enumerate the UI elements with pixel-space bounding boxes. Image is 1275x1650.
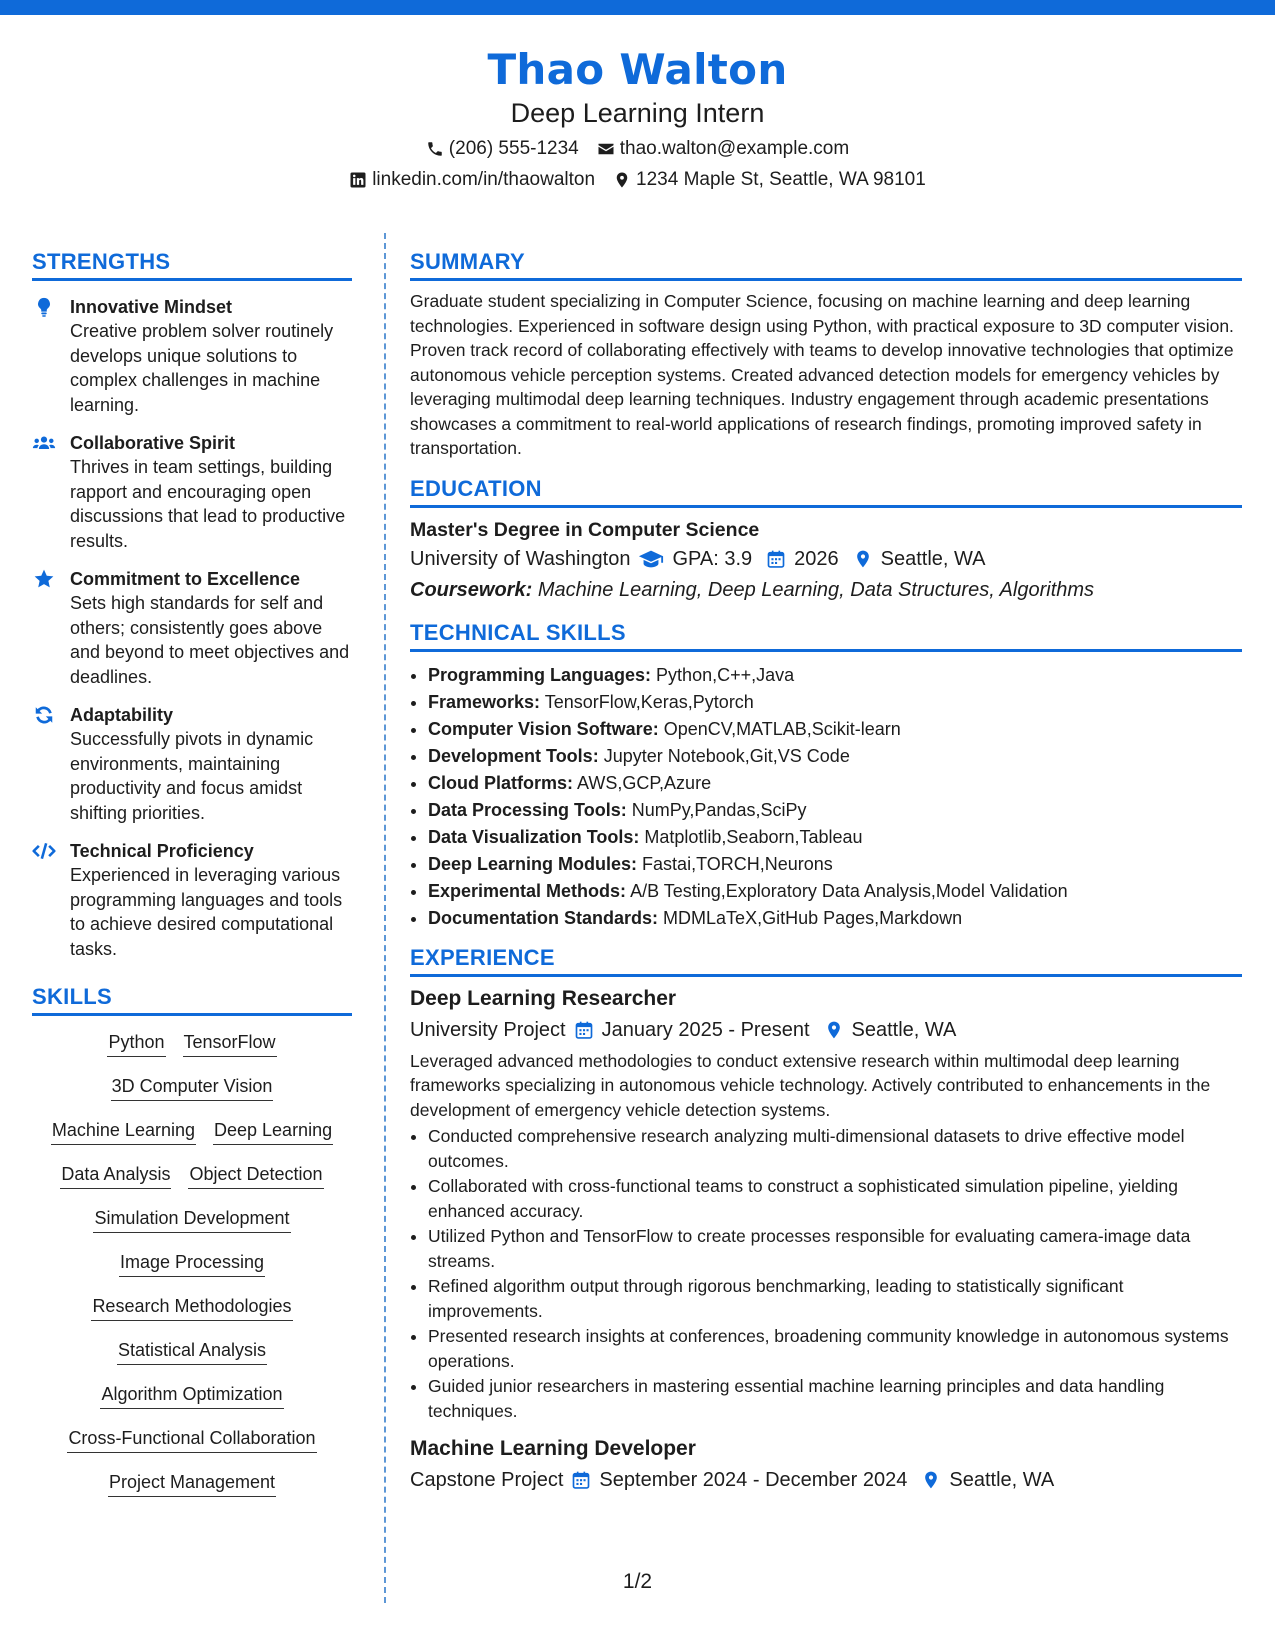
gpa-text: GPA: 3.9 <box>672 547 753 570</box>
skill-tag: Image Processing <box>119 1250 265 1277</box>
star-icon <box>32 568 56 590</box>
tech-skill-value: AWS,GCP,Azure <box>577 772 712 793</box>
skill-tag: TensorFlow <box>183 1030 277 1057</box>
school-name: University of Washington <box>410 547 631 570</box>
phone-text: (206) 555-1234 <box>448 138 579 159</box>
list-item: • Refined algorithm output through rigorous benchmarking, leading to statistically significant improvements. <box>428 1274 1242 1323</box>
candidate-name: Thao Walton <box>487 45 788 94</box>
tech-skill-value: NumPy,Pandas,SciPy <box>631 799 807 820</box>
job-dates: January 2025 - Present <box>601 1018 810 1041</box>
skill-tag: Statistical Analysis <box>117 1338 267 1365</box>
graduation-year: 2026 <box>794 547 839 570</box>
address-contact <box>613 167 926 193</box>
job-bullets <box>410 1124 1242 1423</box>
code-icon <box>32 840 56 862</box>
skill-tag: Python <box>107 1030 165 1057</box>
calendar-icon <box>571 1470 591 1490</box>
skill-tag: Research Methodologies <box>91 1294 292 1321</box>
list-item: • Guided junior researchers in mastering essential machine learning principles and data handling techniques. <box>428 1374 1242 1423</box>
coursework-text: Machine Learning, Deep Learning, Data Structures, Algorithms <box>537 578 1095 601</box>
job-location: Seattle, WA <box>949 1469 1055 1491</box>
job-entry <box>410 985 1242 1424</box>
job-org: University Project <box>410 1018 566 1041</box>
strength-title: Innovative Mindset <box>70 297 233 317</box>
skills-list <box>32 1030 352 1497</box>
column-divider <box>384 233 386 1603</box>
envelope-icon <box>597 140 615 158</box>
strength-title: Adaptability <box>70 705 174 725</box>
tech-skill-value: Jupyter Notebook,Git,VS Code <box>603 745 850 766</box>
job-title: Deep Learning Researcher <box>410 986 677 1010</box>
list-item <box>428 716 1242 743</box>
strength-item <box>32 703 352 825</box>
education-heading: EDUCATION <box>410 475 1242 508</box>
coursework-line <box>410 575 1242 605</box>
job-meta <box>410 1465 1242 1495</box>
candidate-title: Deep Learning Intern <box>510 98 765 128</box>
tech-skill-value: Fastai,TORCH,Neurons <box>642 853 833 874</box>
skill-tag: Deep Learning <box>213 1118 333 1145</box>
strength-desc: Successfully pivots in dynamic environments, maintaining productivity and focus amidst shifting priorities. <box>70 729 314 823</box>
tech-skill-label: Deep Learning Modules: <box>428 853 638 874</box>
tech-skill-label: Frameworks: <box>428 691 541 712</box>
tech-skill-label: Cloud Platforms: <box>428 772 574 793</box>
skills-heading: SKILLS <box>32 983 352 1016</box>
technical-skills-heading: TECHNICAL SKILLS <box>410 619 1242 652</box>
job-dates: September 2024 - December 2024 <box>599 1469 908 1491</box>
email-text[interactable]: thao.walton@example.com <box>619 138 850 159</box>
right-column <box>410 248 1242 1495</box>
linkedin-contact[interactable] <box>349 167 595 193</box>
list-item <box>428 905 1242 932</box>
strength-desc: Thrives in team settings, building rapport and encouraging open discussions that lead to productive results. <box>70 457 346 551</box>
lightbulb-icon <box>32 296 56 318</box>
calendar-icon <box>574 1020 594 1040</box>
job-location: Seattle, WA <box>851 1018 957 1041</box>
list-item <box>428 824 1242 851</box>
resume-header <box>0 44 1275 193</box>
calendar-icon <box>766 549 786 569</box>
strength-desc: Sets high standards for self and others; consistently goes above and beyond to meet objectives and deadlines. <box>70 593 350 687</box>
strength-title: Commitment to Excellence <box>70 569 301 589</box>
skill-tag: Machine Learning <box>51 1118 196 1145</box>
tech-skill-label: Programming Languages: <box>428 664 652 685</box>
tech-skill-value: OpenCV,MATLAB,Scikit-learn <box>663 718 901 739</box>
job-summary: Leveraged advanced methodologies to conduct extensive research within multimodal deep learning frameworks specializing in autonomous vehicle technology. Actively contributed to enhancements in the development of emergency vehicle detection systems. <box>410 1050 1211 1120</box>
strength-item <box>32 431 352 553</box>
map-marker-icon <box>853 549 873 569</box>
list-item: • Collaborated with cross-functional teams to construct a sophisticated simulation pipeline, yielding enhanced accuracy. <box>428 1174 1242 1223</box>
strength-desc: Creative problem solver routinely develops unique solutions to complex challenges in machine learning. <box>70 321 334 415</box>
skill-tag: Cross-Functional Collaboration <box>67 1426 316 1453</box>
tech-skill-value: Matplotlib,Seaborn,Tableau <box>644 826 863 847</box>
tech-skill-value: MDMLaTeX,GitHub Pages,Markdown <box>663 907 963 928</box>
phone-icon <box>426 140 444 158</box>
strength-title: Collaborative Spirit <box>70 433 236 453</box>
list-item: • Presented research insights at conferences, broadening community knowledge in autonomous systems operations. <box>428 1324 1242 1373</box>
tech-skill-label: Data Processing Tools: <box>428 799 627 820</box>
page-number: 1/2 <box>622 1570 653 1593</box>
list-item <box>428 770 1242 797</box>
list-item <box>428 797 1242 824</box>
tech-skill-value: Python,C++,Java <box>656 664 795 685</box>
list-item <box>428 851 1242 878</box>
graduation-cap-icon <box>638 549 664 569</box>
tech-skill-label: Experimental Methods: <box>428 880 627 901</box>
linkedin-icon <box>349 171 367 189</box>
sync-icon <box>32 704 56 726</box>
left-column <box>32 248 352 1497</box>
map-marker-icon <box>613 171 631 189</box>
education-location: Seattle, WA <box>880 547 986 570</box>
tech-skill-label: Computer Vision Software: <box>428 718 659 739</box>
phone-contact <box>426 136 579 162</box>
skill-tag: Object Detection <box>188 1162 323 1189</box>
linkedin-text[interactable]: linkedin.com/in/thaowalton <box>372 169 596 190</box>
strength-item <box>32 295 352 417</box>
list-item <box>428 878 1242 905</box>
strength-title: Technical Proficiency <box>70 841 254 861</box>
list-item <box>428 662 1242 689</box>
map-marker-icon <box>921 1470 941 1490</box>
list-item: • Utilized Python and TensorFlow to create processes responsible for evaluating camera-image data streams. <box>428 1224 1242 1273</box>
list-item <box>428 743 1242 770</box>
strengths-heading: STRENGTHS <box>32 248 352 281</box>
tech-skill-label: Documentation Standards: <box>428 907 659 928</box>
address-text: 1234 Maple St, Seattle, WA 98101 <box>636 169 926 190</box>
degree-title: Master's Degree in Computer Science <box>410 518 760 541</box>
job-meta <box>410 1015 1242 1045</box>
strength-item <box>32 567 352 689</box>
skill-tag: Algorithm Optimization <box>100 1382 283 1409</box>
top-accent-bar <box>0 0 1275 15</box>
summary-heading: SUMMARY <box>410 248 1242 281</box>
map-marker-icon <box>824 1020 844 1040</box>
job-title: Machine Learning Developer <box>410 1437 696 1460</box>
skill-tag: Project Management <box>108 1470 276 1497</box>
job-entry <box>410 1435 1242 1495</box>
contact-row-2 <box>0 167 1275 193</box>
technical-skills-list <box>410 662 1242 932</box>
coursework-label: Coursework: <box>410 578 533 601</box>
experience-heading: EXPERIENCE <box>410 944 1242 977</box>
job-org: Capstone Project <box>410 1469 564 1491</box>
skill-tag: Simulation Development <box>93 1206 290 1233</box>
users-icon <box>32 432 56 454</box>
tech-skill-label: Development Tools: <box>428 745 599 766</box>
tech-skill-label: Data Visualization Tools: <box>428 826 640 847</box>
tech-skill-value: A/B Testing,Exploratory Data Analysis,Model Validation <box>630 880 1068 901</box>
strength-desc: Experienced in leveraging various programming languages and tools to achieve desired computational tasks. <box>70 865 343 959</box>
tech-skill-value: TensorFlow,Keras,Pytorch <box>544 691 754 712</box>
strength-item <box>32 839 352 961</box>
summary-text: Graduate student specializing in Computer Science, focusing on machine learning and deep learning technologies. Experienced in software design using Python, with practical exposure to 3D computer vision. Proven track record of collaborating effectively with teams to develop innovative technologies that optimize autonomous vehicle perception systems. Created advanced detection models for emergency vehicles by leveraging multimodal deep learning techniques. Industry engagement through academic presentations showcases a commitment to real-world applications of research findings, promoting improved safety in transportation. <box>410 291 1234 458</box>
list-item: • Conducted comprehensive research analyzing multi-dimensional datasets to drive effective model outcomes. <box>428 1124 1242 1173</box>
education-details <box>410 544 1242 574</box>
contact-row-1 <box>0 136 1275 162</box>
skill-tag: Data Analysis <box>60 1162 171 1189</box>
skill-tag: 3D Computer Vision <box>111 1074 274 1101</box>
email-contact[interactable] <box>597 136 849 162</box>
list-item <box>428 689 1242 716</box>
